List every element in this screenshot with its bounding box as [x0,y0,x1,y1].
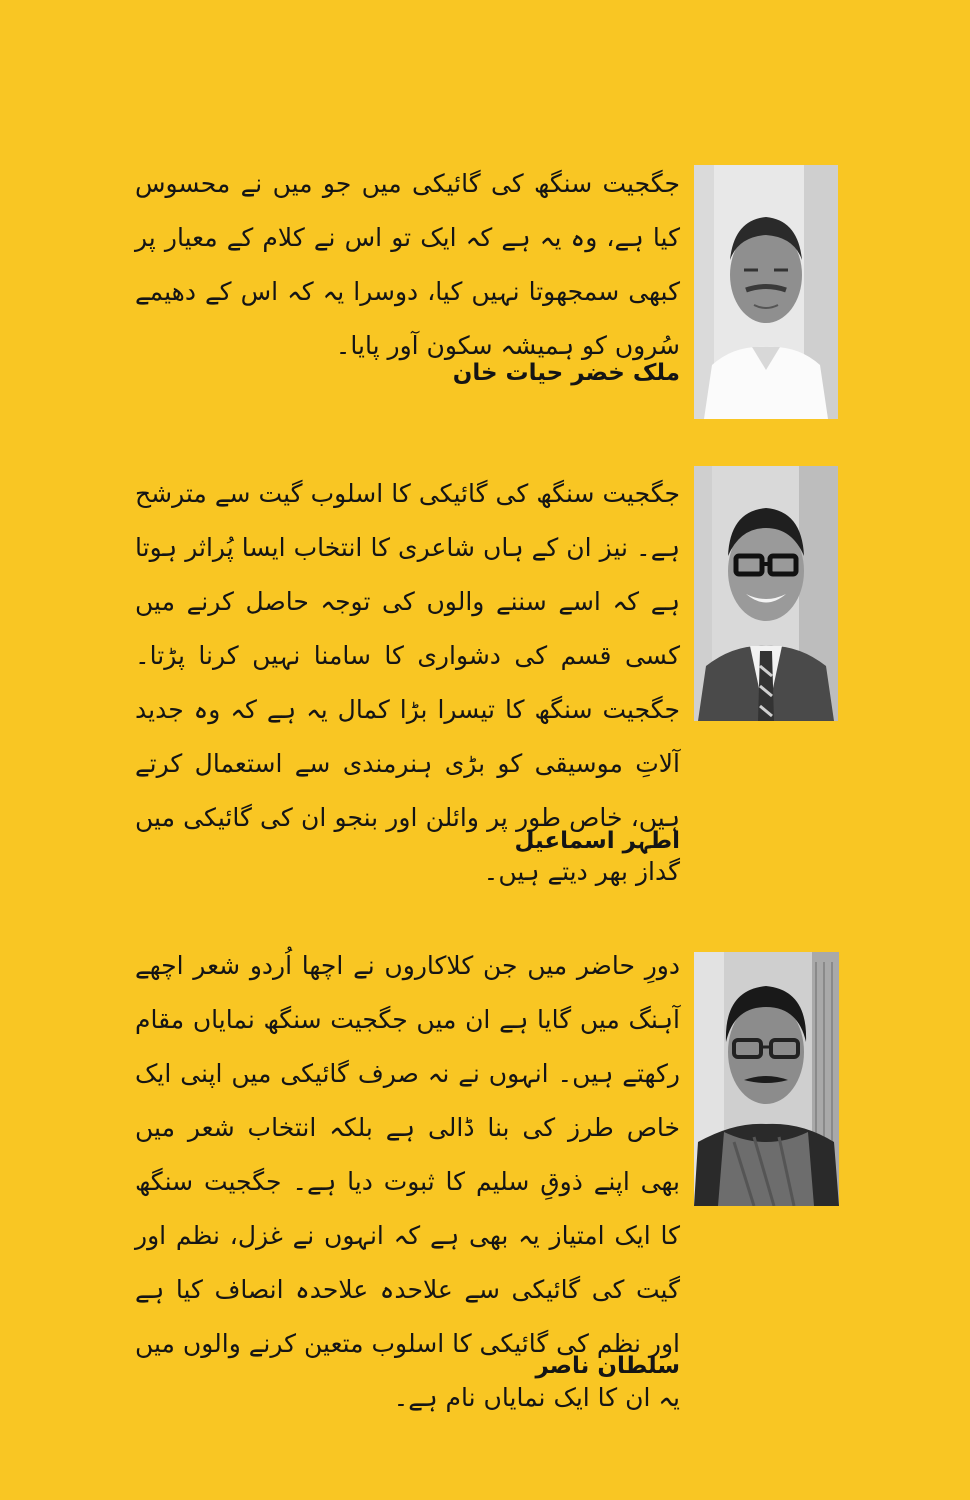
testimonial-paragraph: جگجیت سنگھ کی گائیکی میں جو میں نے محسوس کیا ہے، وہ یہ ہے کہ ایک تو اس نے کلام کے معیار پر کبھی سمجھوتا نہیں کیا، دوسرا یہ کہ اس کے دھیمے سُروں کو ہمیشہ سکون آور پایا۔ [135,169,680,360]
author-photo-3 [694,952,839,1206]
testimonial-paragraph: دورِ حاضر میں جن کلاکاروں نے اچھا اُردو شعر اچھے آہنگ میں گایا ہے ان میں جگجیت سنگھ نمایاں مقام رکھتے ہیں۔ انہوں نے نہ صرف گائیکی میں اپنی ایک خاص طرز کی بنا ڈالی ہے بلکہ انتخاب شعر میں بھی اپنے ذوقِ سلیم کا ثبوت دیا ہے۔ جگجیت سنگھ کا ایک امتیاز یہ بھی ہے کہ انہوں نے غزل، نظم اور گیت کی گائیکی سے علاحدہ علاحدہ انصاف کیا ہے اور نظم کی گائیکی کا اسلوب متعین کرنے والوں میں یہ ان کا ایک نمایاں نام ہے۔ [134,951,680,1412]
author-photo-2 [694,466,838,721]
author-name: ملک خضر حیات خان [452,360,680,386]
author-photo-1 [694,165,838,419]
testimonial-paragraph: جگجیت سنگھ کی گائیکی کا اسلوب گیت سے مترشح ہے۔ نیز ان کے ہاں شاعری کا انتخاب ایسا پُراثر ہوتا ہے کہ اسے سننے والوں کی توجہ حاصل کرنے میں کسی قسم کی دشواری کا سامنا نہیں کرنا پڑتا۔ جگجیت سنگھ کا تیسرا بڑا کمال یہ ہے کہ وہ جدید آلاتِ موسیقی کو بڑی ہنرمندی سے استعمال کرتے ہیں، خاص طور پر وائلن اور بنجو ان کی گائیکی میں گداز بھر دیتے ہیں۔ [135,479,680,886]
man-portrait-icon [694,165,838,419]
author-name: سلطان ناصر [535,1353,680,1379]
author-name: اطہر اسماعیل [514,828,680,854]
man-with-glasses-scarf-portrait-icon [694,952,839,1206]
man-with-glasses-portrait-icon [694,466,838,721]
